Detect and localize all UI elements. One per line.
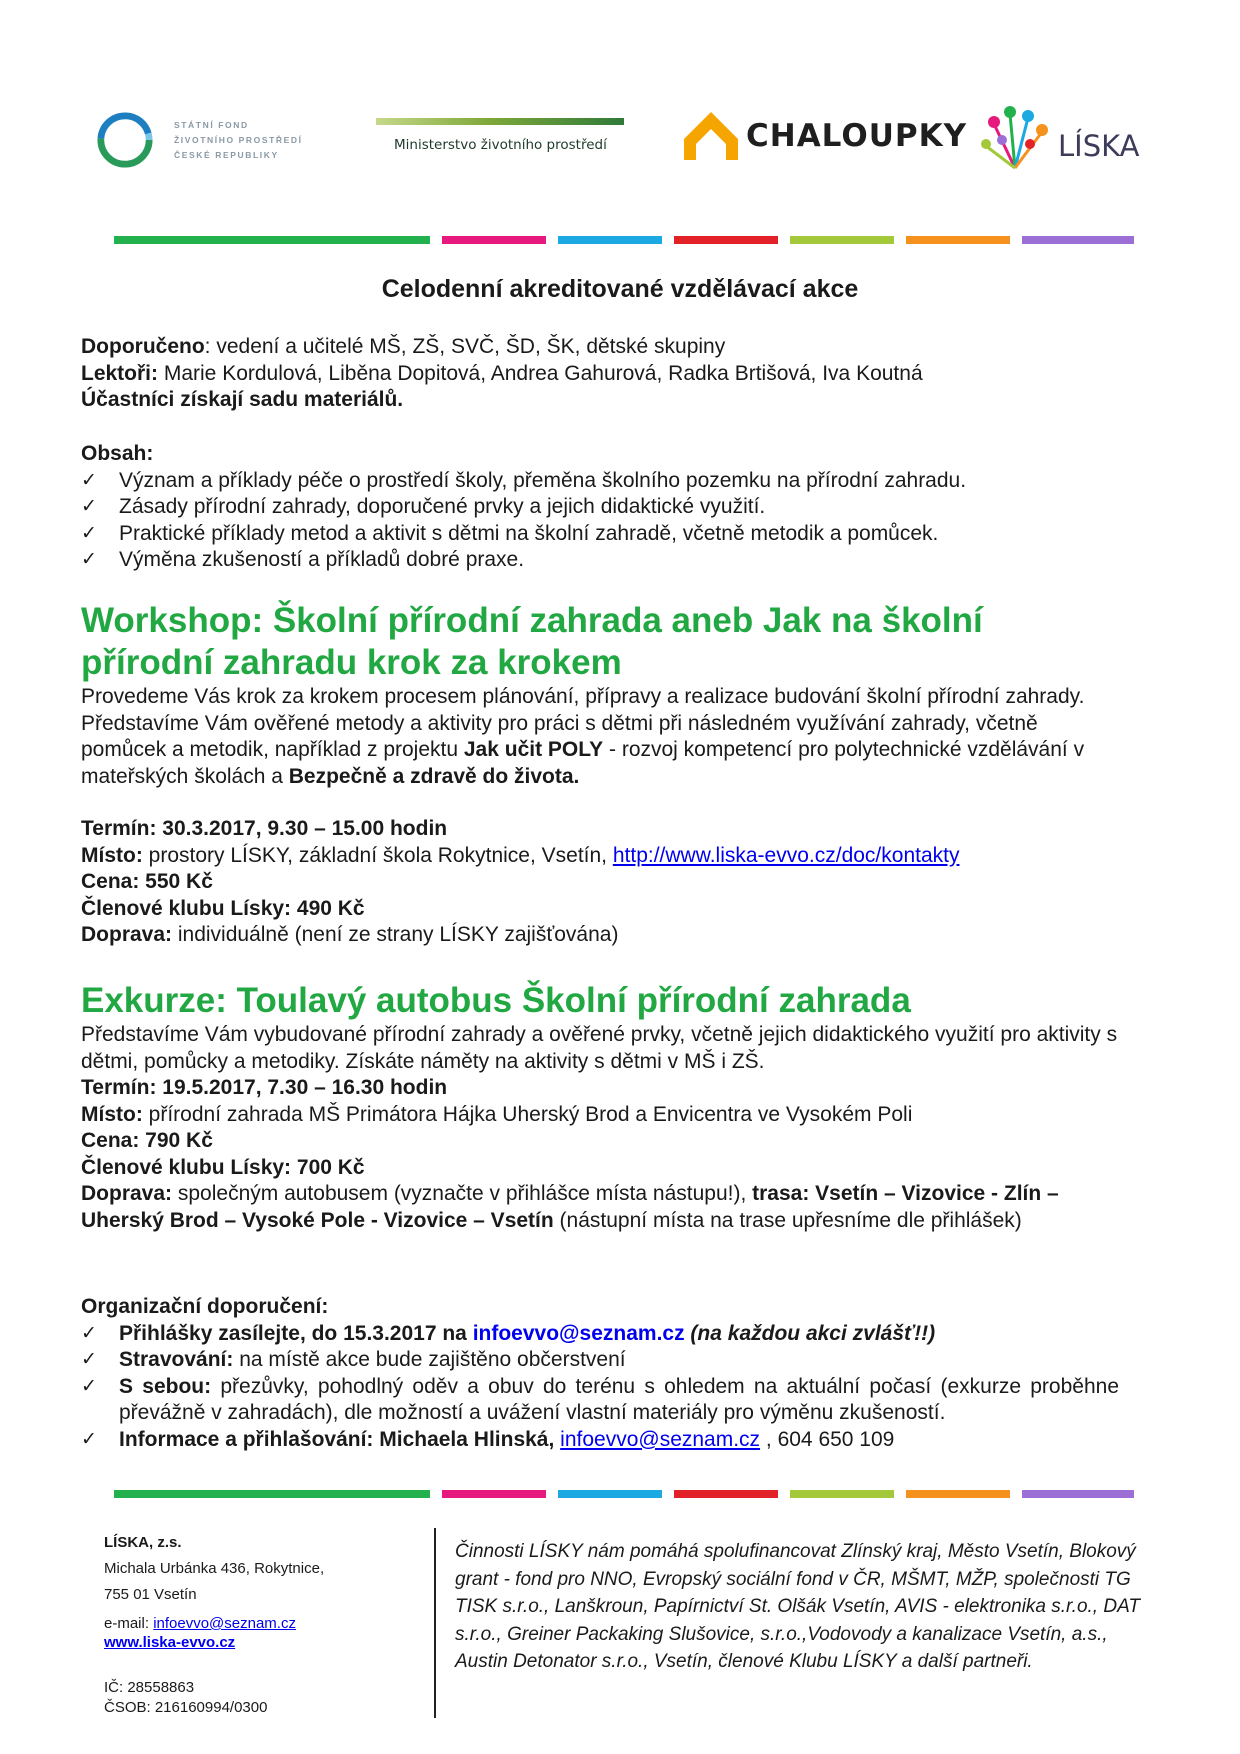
chaloupky-text: CHALOUPKY xyxy=(746,118,968,154)
footer-address1: Michala Urbánka 436, Rokytnice, xyxy=(104,1560,325,1577)
exkurze-heading: Exkurze: Toulavý autobus Školní přírodní zahrada xyxy=(81,981,911,1020)
obsah-item: ✓ Význam a příklady péče o prostředí školy, přeměna školního pozemku na přírodní zahradu. xyxy=(81,468,1161,495)
obsah-label: Obsah: xyxy=(81,442,154,465)
workshop-section xyxy=(81,600,1161,949)
check-icon: ✓ xyxy=(81,1428,97,1450)
obsah-item: ✓ Výměna zkušeností a příkladů dobré praxe. xyxy=(81,547,1161,574)
stripe-blue xyxy=(558,236,662,244)
sfzp-logo xyxy=(96,100,326,180)
check-icon: ✓ xyxy=(81,1349,97,1370)
org-item: ✓ Stravování: na místě akce bude zajištěno občerstvení xyxy=(81,1347,1161,1374)
footer-web-line xyxy=(104,1634,404,1652)
exkurze-clenove: Členové klubu Lísky: 700 Kč xyxy=(81,1155,365,1179)
org-item: ✓ S sebou: přezůvky, pohodlný oděv a obuv do terénu s ohledem na aktuální počasí (exkurze proběhne převážně v zahradách), dle možností a uvážení vlastní materiály pro výměnu zkušeností. xyxy=(81,1374,1161,1427)
org-item: ✓ Přihlášky zasílejte, do 15.3.2017 na infoevvo@seznam.cz (na každou akci zvlášť!!) xyxy=(81,1321,1161,1348)
check-icon: ✓ xyxy=(81,1322,97,1344)
exkurze-doprava: Doprava: společným autobusem (vyznačte v přihlášce místa nástupu!), trasa: Vsetín – Vizovice - Zlín – Uherský Brod – Vysoké Pole - Vizovice – Vsetín (nástupní místa na trase upřesníme dle přihlášek) xyxy=(81,1182,1059,1232)
workshop-cena: Cena: 550 Kč xyxy=(81,870,213,893)
liska-logo xyxy=(980,104,1139,170)
stripe-pink xyxy=(442,1490,546,1498)
liska-flowers-icon xyxy=(980,104,1050,170)
check-icon: ✓ xyxy=(81,496,97,517)
org-item: ✓ Informace a přihlašování: Michaela Hlinská, infoevvo@seznam.cz , 604 650 109 xyxy=(81,1427,1161,1454)
mzp-text: Ministerstvo životního prostředí xyxy=(394,137,607,153)
obsah-item: ✓ Praktické příklady metod a aktivit s dětmi na školní zahradě, včetně metodik a pomůcek. xyxy=(81,521,1161,548)
email-link[interactable]: infoevvo@seznam.cz xyxy=(560,1427,761,1451)
exkurze-section xyxy=(81,980,1161,1234)
check-icon: ✓ xyxy=(81,549,97,570)
footer-web-link[interactable]: www.liska-evvo.cz xyxy=(104,1634,236,1651)
exkurze-cena: Cena: 790 Kč xyxy=(81,1129,213,1152)
check-icon: ✓ xyxy=(81,522,97,544)
workshop-termin: Termín: 30.3.2017, 9.30 – 15.00 hodin xyxy=(81,817,448,840)
sfzp-text: STÁTNÍ FOND ŽIVOTNÍHO PROSTŘEDÍ ČESKÉ REPUBLIKY xyxy=(174,119,303,160)
footer-csob: ČSOB: 216160994/0300 xyxy=(104,1699,268,1716)
stripe-blue xyxy=(558,1490,662,1498)
bottom-color-stripe xyxy=(114,1490,1146,1498)
footer-address2: 755 01 Vsetín xyxy=(104,1586,197,1603)
footer-ic: IČ: 28558863 xyxy=(104,1679,195,1696)
footer-email-line: e-mail: infoevvo@seznam.cz xyxy=(104,1615,296,1632)
workshop-misto: Místo: prostory LÍSKY, základní škola Rokytnice, Vsetín, http://www.liska-evvo.cz/doc/kontakty xyxy=(81,843,960,867)
stripe-green xyxy=(114,1490,430,1498)
workshop-description: Provedeme Vás krok za krokem procesem plánování, přípravy a realizace budování školní přírodní zahrady. Představíme Vám ověřené metody a aktivity pro práci s dětmi při následném využívání zahrady, včetně pomůcek a metodik, například z projektu Jak učit POLY - rozvoj kompetencí pro polytechnické vzdělávání v mateřských školách a Bezpečně a zdravě do života. xyxy=(81,685,1085,788)
obsah-block xyxy=(81,441,1161,574)
chaloupky-logo xyxy=(682,110,967,162)
stripe-red xyxy=(674,236,778,244)
footer-sponsors: Činnosti LÍSKY nám pomáhá spolufinancovat Zlínský kraj, Město Vsetín, Blokový grant - fond pro NNO, Evropský sociální fond v ČR, MŠMT, MŽP, společnosti TG TISK s.r.o., Lanškroun, Papírnictví St. Olšák Vsetín, AVIS - elektronika s.r.o., DAT s.r.o., Greiner Packaking Slušovice, s.r.o.,Vodovody a kanalizace Vsetín, a.s., Austin Detonator s.r.o., Vsetín, členové Klubu LÍSKY a další partneři. xyxy=(455,1541,1140,1672)
organizacni-label: Organizační doporučení: xyxy=(81,1295,329,1318)
sfzp-ring-icon xyxy=(96,111,154,169)
stripe-pink xyxy=(442,236,546,244)
chaloupky-roof-icon xyxy=(682,110,740,162)
exkurze-description: Představíme Vám vybudované přírodní zahrady a ověřené prvky, včetně jejich didaktického využití pro aktivity s dětmi, pomůcky a metodiky. Získáte náměty na aktivity s dětmi v MŠ i ZŠ. xyxy=(81,1023,1118,1073)
check-icon: ✓ xyxy=(81,1375,97,1397)
lektori-line: Lektoři: Marie Kordulová, Liběna Dopitová, Andrea Gahurová, Radka Brtišová, Iva Koutná xyxy=(81,361,923,385)
mzp-bar xyxy=(376,118,624,125)
stripe-orange xyxy=(906,236,1010,244)
stripe-red xyxy=(674,1490,778,1498)
kontakty-link[interactable]: http://www.liska-evvo.cz/doc/kontakty xyxy=(612,843,960,867)
workshop-clenove: Členové klubu Lísky: 490 Kč xyxy=(81,896,365,920)
stripe-purple xyxy=(1022,1490,1134,1498)
exkurze-misto: Místo: přírodní zahrada MŠ Primátora Hájka Uherský Brod a Envicentra ve Vysokém Poli xyxy=(81,1102,913,1126)
footer-divider xyxy=(434,1528,436,1718)
page-title: Celodenní akreditované vzdělávací akce xyxy=(381,275,859,303)
materials-line: Účastníci získají sadu materiálů. xyxy=(81,388,404,411)
obsah-item: ✓ Zásady přírodní zahrady, doporučené prvky a jejich didaktické využití. xyxy=(81,494,1161,521)
doporuceno-line: Doporučeno: vedení a učitelé MŠ, ZŠ, SVČ, ŠD, ŠK, dětské skupiny xyxy=(81,335,726,358)
stripe-lime xyxy=(790,1490,894,1498)
stripe-purple xyxy=(1022,236,1134,244)
stripe-green xyxy=(114,236,430,244)
footer-email-link[interactable]: infoevvo@seznam.cz xyxy=(153,1615,296,1632)
liska-text: LÍSKA xyxy=(1058,129,1140,163)
stripe-orange xyxy=(906,1490,1010,1498)
stripe-lime xyxy=(790,236,894,244)
workshop-heading: Workshop: Školní přírodní zahrada aneb Jak na školní přírodní zahradu krok za krokem xyxy=(81,601,983,682)
top-color-stripe xyxy=(114,236,1146,244)
footer-contact xyxy=(104,1530,404,1718)
exkurze-termin: Termín: 19.5.2017, 7.30 – 16.30 hodin xyxy=(81,1076,448,1099)
organizacni-section xyxy=(81,1294,1161,1453)
workshop-doprava: Doprava: individuálně (není ze strany LÍSKY zajišťována) xyxy=(81,923,619,946)
mzp-logo xyxy=(376,118,624,164)
footer-org: LÍSKA, z.s. xyxy=(104,1534,182,1551)
intro-block xyxy=(81,334,1161,414)
check-icon: ✓ xyxy=(81,469,97,491)
email-link[interactable]: infoevvo@seznam.cz xyxy=(472,1321,685,1345)
